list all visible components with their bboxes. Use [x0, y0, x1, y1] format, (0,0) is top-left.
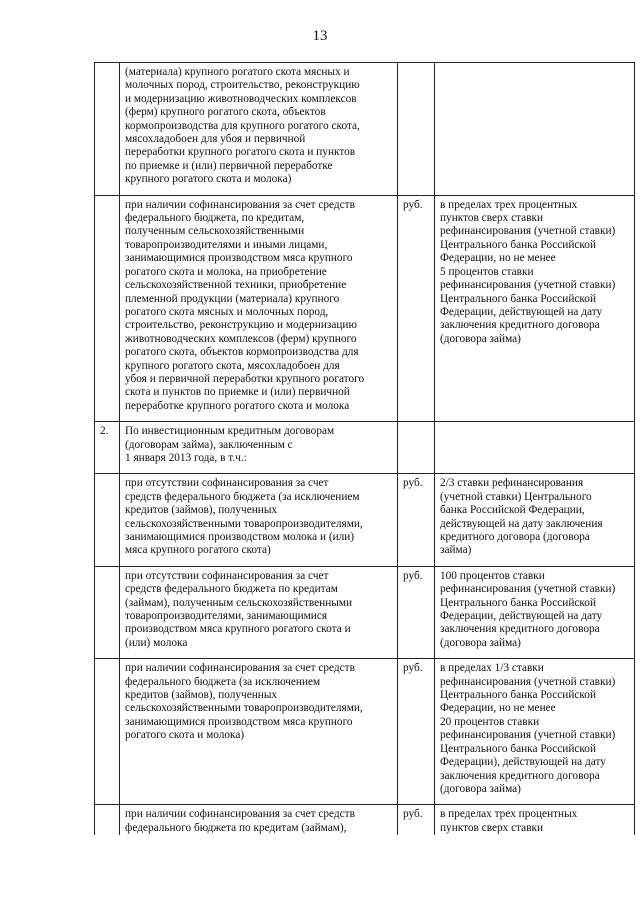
- rate-line: 5 процентов ставки: [440, 265, 534, 278]
- rate-line: Федерации, но не менее: [440, 252, 556, 265]
- row-number-cell: [95, 566, 120, 658]
- description-line: крупного рогатого скота и молока): [125, 173, 292, 186]
- rate-cell: [435, 805, 635, 835]
- rate-line: Федерации), действующей на дату: [440, 756, 606, 769]
- row-number-cell: [95, 805, 120, 835]
- table-row: [95, 566, 635, 658]
- description-line: средств федерального бюджета по кредитам: [125, 583, 338, 596]
- rate-line: Федерации, но не менее: [440, 702, 556, 715]
- description-line: крупного рогатого скота, мясохладобоен для: [125, 359, 340, 372]
- rate-line: (учетной ставки) Центрального: [440, 490, 592, 503]
- rate-cell: [435, 566, 635, 658]
- description-line: при наличии софинансирования за счет средств: [125, 808, 355, 821]
- description-line: убоя и первичной переработки крупного рогатого: [125, 372, 365, 385]
- rate-line: в пределах трех процентных: [440, 198, 578, 211]
- rate-line: рефинансирования (учетной ставки): [440, 583, 616, 596]
- unit-label: руб.: [403, 662, 423, 675]
- row-number-cell: [95, 474, 120, 566]
- rate-line: банка Российской Федерации,: [440, 504, 585, 517]
- description-line: (договорам займа), заключенным с: [125, 438, 293, 451]
- rate-line: 2/3 ставки рефинансирования: [440, 477, 584, 490]
- description-line: кредитов (займов), полученных: [125, 689, 278, 702]
- row-number-cell: [95, 63, 120, 196]
- description-line: мясохладобоен для убоя и первичной: [125, 133, 306, 146]
- description-line: товаропроизводителями и иными лицами,: [125, 238, 328, 251]
- table-row: [95, 805, 635, 835]
- unit-cell: [398, 566, 435, 658]
- description-cell: [120, 63, 398, 196]
- description-line: занимающимися производством мяса крупного: [125, 252, 353, 265]
- rate-cell: [435, 474, 635, 566]
- description-line: рогатого скота и молока, на приобретение: [125, 265, 327, 278]
- row-number-cell: [95, 422, 120, 474]
- description-line: животноводческих комплексов (ферм) крупного: [125, 332, 357, 345]
- description-line: при наличии софинансирования за счет средств: [125, 662, 355, 675]
- rate-cell: [435, 63, 635, 196]
- interest-rate-table: [94, 62, 635, 835]
- rate-line: рефинансирования (учетной ставки): [440, 729, 616, 742]
- rate-line: (договора займа): [440, 332, 521, 345]
- description-line: занимающимися производством молока и (или): [125, 531, 355, 543]
- description-cell: [120, 422, 398, 474]
- unit-label: руб.: [403, 808, 423, 821]
- rate-cell: [435, 422, 635, 474]
- description-line: федерального бюджета (за исключением: [125, 675, 321, 688]
- rate-cell: [435, 195, 635, 422]
- description-cell: [120, 805, 398, 835]
- description-line: переработки крупного рогатого скота и пунктов: [125, 146, 356, 159]
- unit-cell: [398, 195, 435, 422]
- unit-cell: [398, 659, 435, 805]
- unit-label: руб.: [403, 477, 423, 490]
- rate-line: Центрального банка Российской: [440, 742, 596, 755]
- description-line: кормопроизводства для крупного рогатого скота,: [125, 119, 360, 132]
- description-line: при наличии софинансирования за счет средств: [125, 198, 355, 211]
- rate-line: заключения кредитного договора: [440, 769, 600, 782]
- description-line: рогатого скота, объектов кормопроизводства для: [125, 346, 359, 359]
- rate-line: в пределах 1/3 ставки: [440, 662, 544, 675]
- page-number: 13: [312, 28, 328, 44]
- description-cell: [120, 474, 398, 566]
- rate-line: Федерации, действующей на дату: [440, 610, 603, 623]
- rate-line: (договора займа): [440, 782, 521, 795]
- description-line: по приемке и (или) первичной переработке: [125, 159, 333, 172]
- rate-line: заключения кредитного договора: [440, 623, 600, 636]
- row-number-cell: [95, 195, 120, 422]
- unit-cell: [398, 474, 435, 566]
- description-cell: [120, 566, 398, 658]
- unit-cell: [398, 63, 435, 196]
- rate-line: Центрального банка Российской: [440, 238, 596, 251]
- description-line: По инвестиционным кредитным договорам: [125, 425, 335, 438]
- rate-line: 20 процентов ставки: [440, 715, 540, 728]
- description-line: скота и пунктов по приемке и (или) первичной: [125, 386, 350, 399]
- table-row: [95, 63, 635, 196]
- description-line: (займам), полученным сельскохозяйственными: [125, 596, 353, 609]
- rate-line: рефинансирования (учетной ставки): [440, 225, 616, 238]
- rate-line: заключения кредитного договора: [440, 319, 600, 332]
- description-line: производством мяса крупного рогатого скота и: [125, 623, 351, 636]
- description-line: средств федерального бюджета (за исключением: [125, 490, 360, 503]
- rate-line: Центрального банка Российской: [440, 292, 596, 305]
- description-line: (материала) крупного рогатого скота мясных и: [125, 66, 350, 78]
- description-line: при отсутствии софинансирования за счет: [125, 477, 329, 490]
- description-line: при отсутствии софинансирования за счет: [125, 569, 329, 582]
- description-line: кредитов (займов), полученных: [125, 504, 278, 517]
- table-body: [95, 63, 635, 836]
- row-number-cell: [95, 659, 120, 805]
- description-line: федерального бюджета по кредитам (займам),: [125, 821, 347, 834]
- description-line: мяса крупного рогатого скота): [125, 544, 271, 557]
- description-line: (или) молока: [125, 636, 188, 649]
- unit-cell: [398, 805, 435, 835]
- description-line: рогатого скота и молока): [125, 729, 245, 742]
- rate-line: рефинансирования (учетной ставки): [440, 279, 616, 292]
- description-line: племенной продукции (материала) крупного: [125, 292, 340, 305]
- description-line: строительство, реконструкцию и модернизацию: [125, 319, 357, 332]
- description-line: переработке крупного рогатого скота и молока: [125, 399, 350, 412]
- table-row: [95, 422, 635, 474]
- description-line: рогатого скота мясных и молочных пород,: [125, 305, 329, 318]
- rate-line: займа): [440, 544, 472, 557]
- description-cell: [120, 195, 398, 422]
- description-line: сельскохозяйственной техники, приобретение: [125, 279, 347, 292]
- description-line: сельскохозяйственными товаропроизводителями,: [125, 517, 363, 530]
- rate-line: Центрального банка Российской: [440, 596, 596, 609]
- description-cell: [120, 659, 398, 805]
- rate-line: 100 процентов ставки: [440, 569, 545, 582]
- rate-line: Федерации, действующей на дату: [440, 305, 603, 318]
- rate-line: пунктов сверх ставки: [440, 212, 544, 225]
- table-row: [95, 195, 635, 422]
- rate-line: рефинансирования (учетной ставки): [440, 675, 616, 688]
- row-number: 2.: [100, 425, 109, 438]
- rate-line: Центрального банка Российской: [440, 689, 596, 702]
- rate-line: в пределах трех процентных: [440, 808, 578, 821]
- unit-label: руб.: [403, 198, 423, 211]
- description-line: сельскохозяйственными товаропроизводителями,: [125, 702, 363, 715]
- rate-line: действующей на дату заключения: [440, 517, 603, 530]
- table-row: [95, 474, 635, 566]
- description-line: 1 января 2013 года, в т.ч.:: [125, 451, 247, 464]
- description-line: федерального бюджета, по кредитам,: [125, 212, 305, 225]
- rate-line: (договора займа): [440, 636, 521, 649]
- rate-line: пунктов сверх ставки: [440, 821, 544, 834]
- description-line: полученным сельскохозяйственными: [125, 225, 305, 238]
- description-line: товаропроизводителями, занимающимися: [125, 610, 328, 623]
- rate-line: кредитного договора (договора: [440, 531, 590, 543]
- unit-label: руб.: [403, 569, 423, 582]
- description-line: молочных пород, строительство, реконструкцию: [125, 79, 360, 92]
- description-line: и модернизацию животноводческих комплексов: [125, 92, 357, 105]
- description-line: (ферм) крупного рогатого скота, объектов: [125, 106, 326, 119]
- description-line: занимающимися производством мяса крупного: [125, 715, 353, 728]
- unit-cell: [398, 422, 435, 474]
- table-row: [95, 659, 635, 805]
- rate-cell: [435, 659, 635, 805]
